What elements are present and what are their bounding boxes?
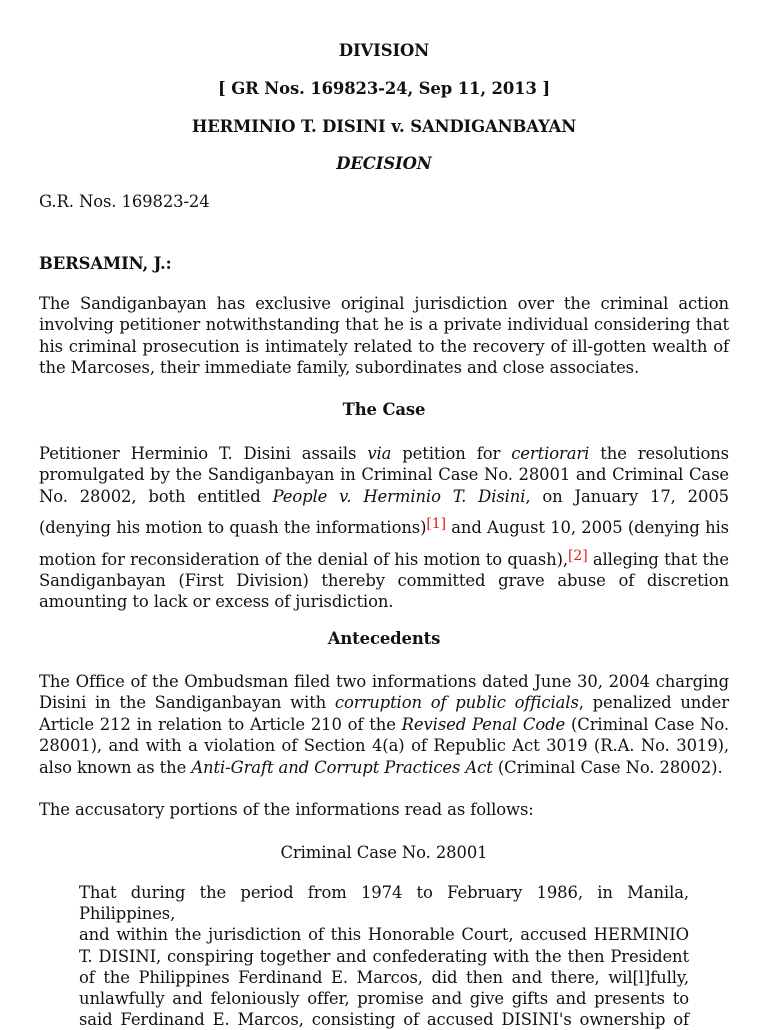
antecedents-paragraph xyxy=(39,671,729,778)
paragraph-line: Sandiganbayan (First Division) thereby committed grave abuse of discretion xyxy=(39,571,729,591)
section-heading-antecedents: Antecedents xyxy=(327,629,441,648)
text-run: , penalized under xyxy=(578,693,729,713)
case-caption: HERMINIO T. DISINI v. SANDIGANBAYAN xyxy=(191,117,577,136)
decision-heading: DECISION xyxy=(336,154,432,173)
footnote-link-2[interactable]: [2] xyxy=(568,547,588,564)
paragraph-line xyxy=(39,714,729,735)
paragraph-line xyxy=(39,692,729,713)
text-run: Disini in the Sandiganbayan with xyxy=(39,693,335,713)
criminal-case-label: Criminal Case No. 28001 xyxy=(280,843,488,862)
quote-line: T. DISINI, conspiring together and confederating with the then President xyxy=(79,946,689,966)
text-run: , on January 17, 2005 xyxy=(525,486,729,506)
paragraph-line: 28001), and with a violation of Section 4(a) of Republic Act 3019 (R.A. No. 3019), xyxy=(39,736,729,756)
intro-paragraph xyxy=(39,293,729,379)
text-run: the resolutions xyxy=(589,444,729,463)
quote-line: and within the jurisdiction of this Honorable Court, accused HERMINIO xyxy=(79,925,689,945)
paragraph-line: his criminal prosecution is intimately related to the recovery of ill-gotten wealth of xyxy=(39,336,729,356)
quote-line: That during the period from 1974 to February 1986, in Manila, Philippines, xyxy=(79,883,689,924)
text-run: (denying his motion to quash the informations) xyxy=(39,518,427,538)
text-run: certiorari xyxy=(511,444,590,463)
paragraph-line: The Sandiganbayan has exclusive original jurisdiction over the criminal action xyxy=(39,294,729,313)
paragraph-line: The Office of the Ombudsman filed two informations dated June 30, 2004 charging xyxy=(39,672,729,691)
paragraph-line: the Marcoses, their immediate family, subordinates and close associates. xyxy=(39,358,640,378)
paragraph-line: promulgated by the Sandiganbayan in Criminal Case No. 28001 and Criminal Case xyxy=(39,465,729,485)
text-run: Petitioner Herminio T. Disini assails xyxy=(39,444,368,463)
text-run: Article 212 in relation to Article 210 of the xyxy=(39,714,402,734)
accusatory-intro: The accusatory portions of the informations read as follows: xyxy=(39,800,534,819)
division-heading: DIVISION xyxy=(338,41,430,60)
text-run: alleging that the xyxy=(587,549,729,569)
gr-number-heading: [ GR Nos. 169823-24, Sep 11, 2013 ] xyxy=(217,79,551,98)
text-run: and August 10, 2005 (denying his xyxy=(445,518,729,538)
quote-line: said Ferdinand E. Marcos, consisting of accused DISINI's ownership of xyxy=(79,1010,689,1030)
quote-line: unlawfully and feloniously offer, promise and give gifts and presents to xyxy=(79,989,689,1009)
text-run: (Criminal Case No. xyxy=(565,714,730,734)
text-run: (Criminal Case No. 28002). xyxy=(492,757,723,777)
text-run: People v. Herminio T. Disini xyxy=(272,486,526,506)
paragraph-line xyxy=(39,443,729,464)
text-run: corruption of public officials xyxy=(334,693,579,713)
paragraph-line xyxy=(39,514,729,538)
paragraph-line: amounting to lack or excess of jurisdiction. xyxy=(39,592,394,612)
text-run: via xyxy=(367,444,392,463)
paragraph-line xyxy=(39,486,729,507)
gr-number-line: G.R. Nos. 169823-24 xyxy=(39,192,210,211)
paragraph-line: involving petitioner notwithstanding that he is a private individual considering that xyxy=(39,315,729,335)
section-heading-the-case: The Case xyxy=(342,400,426,419)
paragraph-line xyxy=(39,757,729,778)
text-run: motion for reconsideration of the denial of his motion to quash), xyxy=(39,549,569,569)
ponente: BERSAMIN, J.: xyxy=(39,254,172,273)
text-run: petition for xyxy=(391,444,512,463)
text-run: No. 28002, both entitled xyxy=(39,486,273,506)
text-run: also known as the xyxy=(39,757,192,777)
paragraph-line xyxy=(39,546,729,570)
information-quote xyxy=(79,882,689,1030)
text-run: Anti-Graft and Corrupt Practices Act xyxy=(191,757,493,777)
quote-line: of the Philippines Ferdinand E. Marcos, did then and there, wil[l]fully, xyxy=(79,967,689,987)
case-paragraph xyxy=(39,443,729,613)
footnote-link-1[interactable]: [1] xyxy=(426,516,446,533)
text-run: Revised Penal Code xyxy=(401,714,566,734)
